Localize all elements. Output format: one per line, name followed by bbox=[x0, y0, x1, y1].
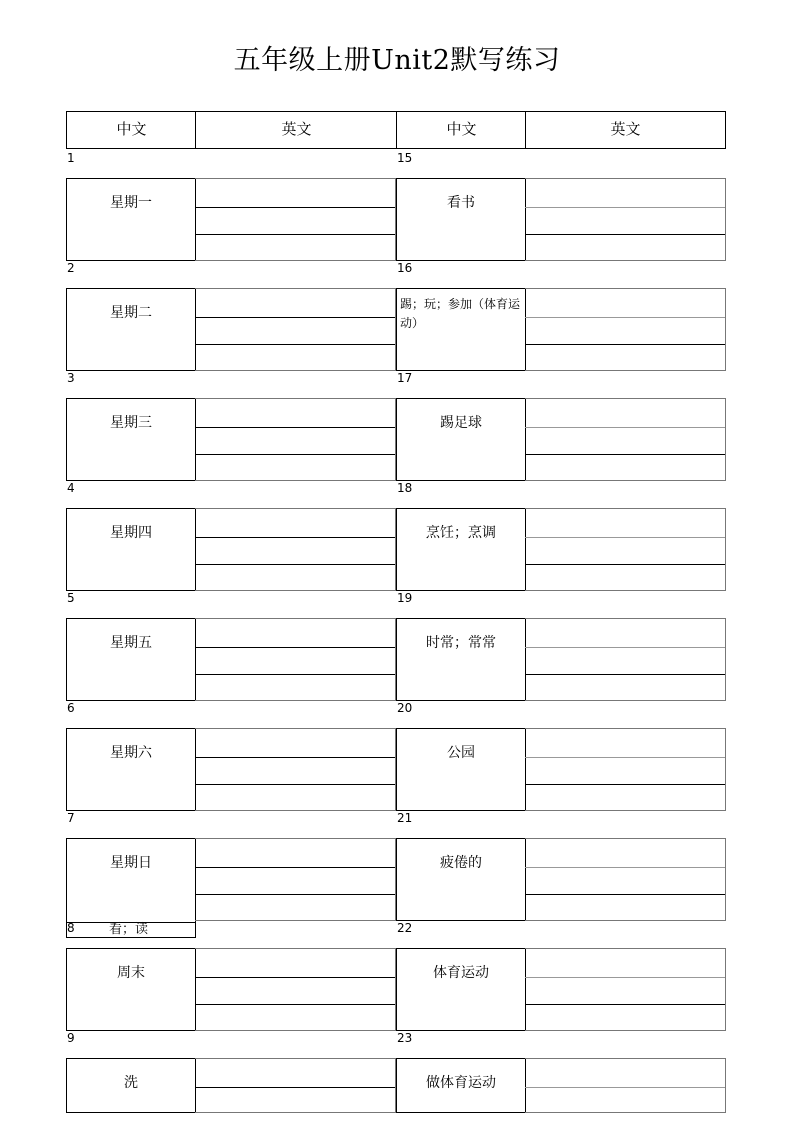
answer-line bbox=[195, 757, 395, 758]
answer-line bbox=[195, 1004, 395, 1005]
answer-line bbox=[525, 454, 725, 455]
item-number: 23 bbox=[397, 1031, 413, 1045]
item-number: 4 bbox=[67, 481, 75, 495]
chinese-word: 星期四 bbox=[110, 525, 152, 541]
chinese-word: 洗 bbox=[124, 1075, 138, 1091]
answer-line bbox=[195, 537, 395, 538]
item-number: 16 bbox=[397, 261, 413, 275]
item-number: 8 bbox=[67, 921, 75, 935]
answer-lines[interactable] bbox=[195, 618, 396, 701]
answer-lines[interactable] bbox=[525, 728, 726, 811]
chinese-word: 星期日 bbox=[110, 855, 152, 871]
item-number: 20 bbox=[397, 701, 413, 715]
item-number: 3 bbox=[67, 371, 75, 385]
chinese-prompt bbox=[66, 288, 196, 371]
item-number: 7 bbox=[67, 811, 75, 825]
answer-line bbox=[195, 454, 395, 455]
answer-line bbox=[195, 234, 395, 235]
chinese-prompt bbox=[66, 618, 196, 701]
answer-lines[interactable] bbox=[525, 618, 726, 701]
answer-line bbox=[195, 427, 395, 428]
chinese-word: 踢足球 bbox=[440, 415, 482, 431]
answer-line bbox=[525, 977, 725, 978]
item-number: 22 bbox=[397, 921, 413, 935]
answer-line bbox=[525, 344, 725, 345]
chinese-word: 星期一 bbox=[110, 195, 152, 211]
item-number: 21 bbox=[397, 811, 413, 825]
answer-lines[interactable] bbox=[195, 398, 396, 481]
item-number: 9 bbox=[67, 1031, 75, 1045]
answer-lines[interactable] bbox=[525, 178, 726, 261]
chinese-prompt bbox=[66, 178, 196, 261]
answer-line bbox=[525, 207, 725, 208]
chinese-prompt bbox=[66, 1058, 196, 1113]
chinese-word: 体育运动 bbox=[433, 965, 489, 981]
chinese-word: 看书 bbox=[447, 195, 475, 211]
answer-line bbox=[195, 674, 395, 675]
answer-line bbox=[195, 1087, 395, 1088]
chinese-prompt bbox=[66, 838, 196, 938]
answer-line bbox=[525, 867, 725, 868]
chinese-word: 公园 bbox=[447, 745, 475, 761]
answer-line bbox=[195, 564, 395, 565]
chinese-word: 时常；常常 bbox=[426, 635, 496, 651]
answer-line bbox=[525, 427, 725, 428]
header-chinese-right: 中文 bbox=[396, 111, 526, 149]
answer-line bbox=[195, 344, 395, 345]
chinese-prompt bbox=[396, 948, 526, 1031]
chinese-prompt bbox=[396, 728, 526, 811]
item-number: 18 bbox=[397, 481, 413, 495]
chinese-prompt bbox=[66, 398, 196, 481]
answer-lines[interactable] bbox=[525, 508, 726, 591]
chinese-prompt bbox=[66, 728, 196, 811]
item-number: 1 bbox=[67, 151, 75, 165]
answer-lines[interactable] bbox=[525, 838, 726, 921]
answer-line bbox=[195, 977, 395, 978]
answer-line bbox=[195, 647, 395, 648]
answer-lines[interactable] bbox=[525, 1058, 726, 1113]
item-number: 5 bbox=[67, 591, 75, 605]
answer-line bbox=[525, 234, 725, 235]
answer-line bbox=[525, 1087, 725, 1088]
header-english-right: 英文 bbox=[525, 111, 726, 149]
chinese-word: 疲倦的 bbox=[440, 855, 482, 871]
answer-line bbox=[195, 207, 395, 208]
chinese-prompt bbox=[396, 838, 526, 921]
header-chinese-left: 中文 bbox=[66, 111, 196, 149]
answer-lines[interactable] bbox=[195, 508, 396, 591]
chinese-word-extra: 看；读 bbox=[67, 922, 195, 937]
answer-line bbox=[195, 867, 395, 868]
page-title: 五年级上册Unit2默写练习 bbox=[233, 45, 561, 76]
answer-lines[interactable] bbox=[525, 288, 726, 371]
answer-line bbox=[195, 317, 395, 318]
answer-lines[interactable] bbox=[195, 178, 396, 261]
answer-line bbox=[525, 647, 725, 648]
answer-lines[interactable] bbox=[195, 948, 396, 1031]
chinese-word: 星期五 bbox=[110, 635, 152, 651]
item-number: 15 bbox=[397, 151, 413, 165]
answer-line bbox=[195, 894, 395, 895]
chinese-prompt bbox=[66, 948, 196, 1031]
item-number: 19 bbox=[397, 591, 413, 605]
chinese-prompt bbox=[396, 508, 526, 591]
item-number: 17 bbox=[397, 371, 413, 385]
chinese-word: 做体育运动 bbox=[426, 1075, 496, 1091]
chinese-prompt bbox=[66, 508, 196, 591]
answer-line bbox=[525, 1004, 725, 1005]
item-number: 6 bbox=[67, 701, 75, 715]
answer-lines[interactable] bbox=[195, 728, 396, 811]
chinese-word: 星期二 bbox=[110, 305, 152, 321]
answer-line bbox=[525, 537, 725, 538]
answer-lines[interactable] bbox=[195, 838, 396, 921]
chinese-word: 星期六 bbox=[110, 745, 152, 761]
answer-lines[interactable] bbox=[525, 398, 726, 481]
answer-lines[interactable] bbox=[195, 1058, 396, 1113]
chinese-prompt bbox=[396, 178, 526, 261]
header-english-left: 英文 bbox=[195, 111, 397, 149]
answer-lines[interactable] bbox=[525, 948, 726, 1031]
answer-line bbox=[525, 784, 725, 785]
answer-line bbox=[195, 784, 395, 785]
chinese-prompt bbox=[396, 618, 526, 701]
answer-line bbox=[525, 564, 725, 565]
answer-line bbox=[525, 894, 725, 895]
chinese-word: 踢；玩；参加（体育运动） bbox=[400, 297, 521, 330]
chinese-prompt bbox=[396, 288, 526, 371]
answer-line bbox=[525, 317, 725, 318]
chinese-prompt bbox=[396, 398, 526, 481]
item-number: 2 bbox=[67, 261, 75, 275]
chinese-prompt bbox=[396, 1058, 526, 1113]
table-header bbox=[66, 111, 726, 149]
answer-lines[interactable] bbox=[195, 288, 396, 371]
chinese-word: 星期三 bbox=[110, 415, 152, 431]
answer-line bbox=[525, 674, 725, 675]
chinese-word: 烹饪；烹调 bbox=[426, 525, 496, 541]
chinese-word: 周末 bbox=[117, 965, 145, 981]
answer-line bbox=[525, 757, 725, 758]
